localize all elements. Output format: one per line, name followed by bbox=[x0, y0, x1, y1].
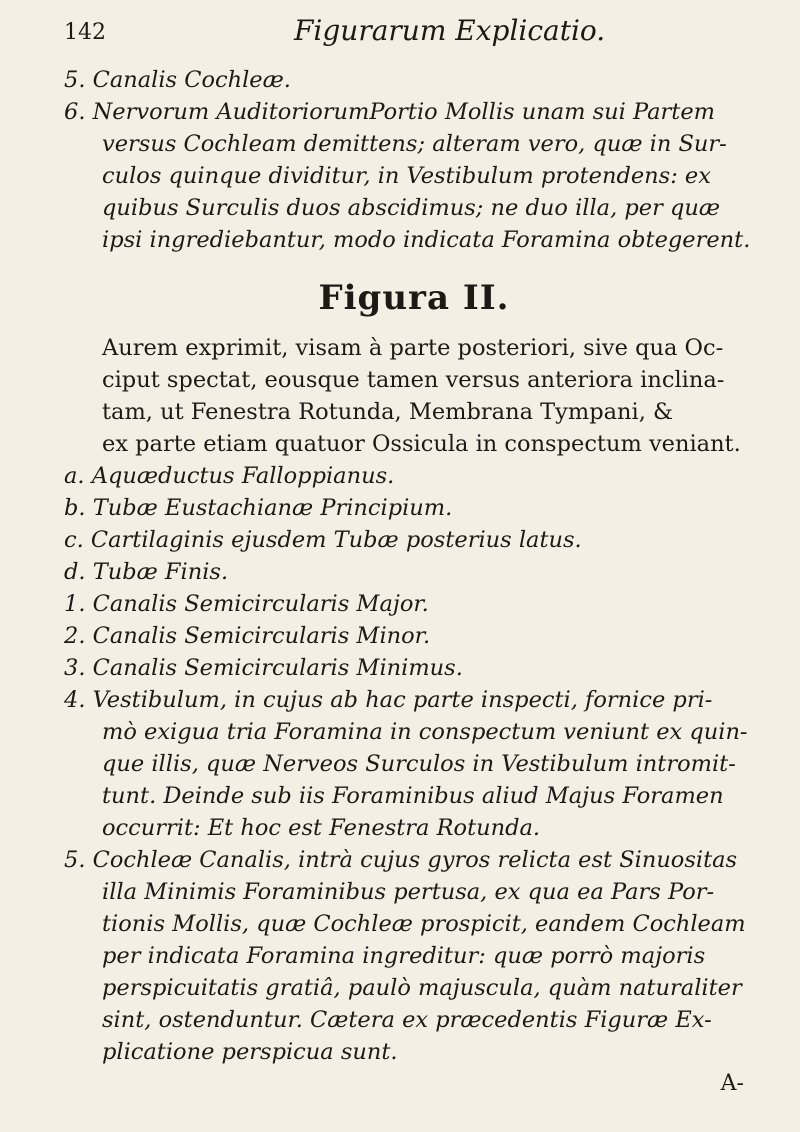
page-header bbox=[64, 14, 764, 48]
text-line: ex parte etiam quatuor Ossicula in conspectum veniant. bbox=[102, 431, 741, 457]
text-line: illa Minimis Foraminibus pertusa, ex qua ea Pars Por- bbox=[102, 879, 715, 905]
text-line: 1. Canalis Semicircularis Major. bbox=[64, 591, 429, 617]
text-line: a. Aquæductus Falloppianus. bbox=[64, 463, 395, 489]
text-line: per indicata Foramina ingreditur: quæ porrò majoris bbox=[102, 943, 706, 969]
legend-item-4 bbox=[64, 684, 764, 844]
text-line: mò exigua tria Foramina in conspectum veniunt ex quin- bbox=[102, 719, 748, 745]
text-line: quibus Surculis duos abscidimus; ne duo illa, per quæ bbox=[102, 195, 721, 221]
text-line: perspicuitatis gratiâ, paulò majuscula, quàm naturaliter bbox=[102, 975, 742, 1001]
legend-item-6 bbox=[64, 96, 764, 256]
figure-title: Figura II. bbox=[318, 278, 510, 318]
text-line: b. Tubæ Eustachianæ Principium. bbox=[64, 495, 453, 521]
text-line: occurrit: Et hoc est Fenestra Rotunda. bbox=[102, 815, 541, 841]
figure-intro bbox=[64, 332, 764, 460]
text-line: 5. Canalis Cochleæ. bbox=[64, 67, 291, 93]
text-line: culos quinque dividitur, in Vestibulum protendens: ex bbox=[102, 163, 711, 189]
text-line: 5. Cochleæ Canalis, intrà cujus gyros relicta est Sinuositas bbox=[64, 847, 738, 873]
text-line: ipsi ingrediebantur, modo indicata Foramina obtegerent. bbox=[102, 227, 751, 253]
text-line: Aurem exprimit, visam à parte posteriori, sive qua Oc- bbox=[102, 335, 724, 361]
running-title: Figurarum Explicatio. bbox=[294, 14, 606, 47]
text-line: 6. Nervorum AuditoriorumPortio Mollis unam sui Partem bbox=[64, 99, 715, 125]
page-number: 142 bbox=[64, 20, 106, 45]
legend-item-2 bbox=[64, 620, 764, 652]
text-line: plicatione perspicua sunt. bbox=[102, 1039, 398, 1065]
text-line: sint, ostenduntur. Cætera ex præcedentis Figuræ Ex- bbox=[102, 1007, 712, 1033]
text-line: versus Cochleam demittens; alteram vero, quæ in Sur- bbox=[102, 131, 727, 157]
legend-item-1 bbox=[64, 588, 764, 620]
text-line: tam, ut Fenestra Rotunda, Membrana Tympani, & bbox=[102, 399, 674, 425]
legend-item-3 bbox=[64, 652, 764, 684]
text-line: tionis Mollis, quæ Cochleæ prospicit, eandem Cochleam bbox=[102, 911, 746, 937]
page-body bbox=[64, 64, 764, 1100]
legend-item-5 bbox=[64, 64, 764, 96]
text-line: ciput spectat, eousque tamen versus anteriora inclina- bbox=[102, 367, 725, 393]
text-line: c. Cartilaginis ejusdem Tubæ posterius latus. bbox=[64, 527, 582, 553]
text-line: 2. Canalis Semicircularis Minor. bbox=[64, 623, 431, 649]
legend-item-c bbox=[64, 524, 764, 556]
text-line: 4. Vestibulum, in cujus ab hac parte inspecti, fornice pri- bbox=[64, 687, 713, 713]
legend-item-b bbox=[64, 492, 764, 524]
catchword: A- bbox=[720, 1071, 744, 1096]
legend-item-d bbox=[64, 556, 764, 588]
legend-item-a bbox=[64, 460, 764, 492]
text-line: que illis, quæ Nerveos Surculos in Vestibulum intromit- bbox=[102, 751, 736, 777]
text-line: d. Tubæ Finis. bbox=[64, 559, 229, 585]
legend-item-5b bbox=[64, 844, 764, 1068]
text-line: tunt. Deinde sub iis Foraminibus aliud Majus Foramen bbox=[102, 783, 724, 809]
text-line: 3. Canalis Semicircularis Minimus. bbox=[64, 655, 463, 681]
